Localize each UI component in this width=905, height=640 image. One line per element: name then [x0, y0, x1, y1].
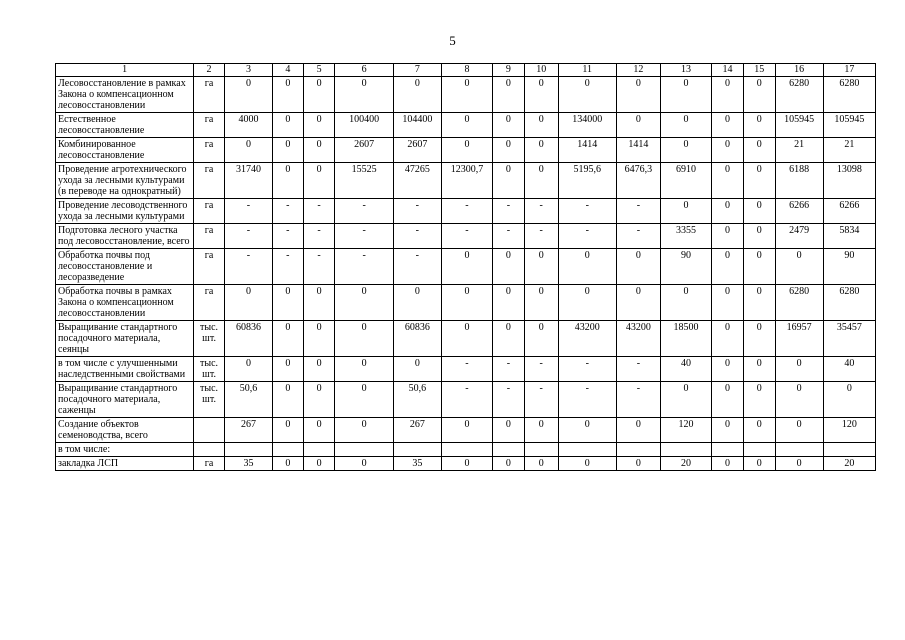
table-row [56, 199, 876, 224]
table-row [56, 321, 876, 357]
column-header-3: 3 [224, 64, 272, 77]
value-cell: - [524, 357, 558, 382]
value-cell: 50,6 [393, 382, 441, 418]
row-label: Выращивание стандартного посадочного материала, сеянцы [56, 321, 194, 357]
unit-cell: тыс. шт. [194, 321, 225, 357]
value-cell: 0 [273, 457, 304, 471]
unit-cell: га [194, 457, 225, 471]
value-cell: 4000 [224, 113, 272, 138]
value-cell [303, 443, 335, 457]
value-cell: 60836 [393, 321, 441, 357]
value-cell: - [441, 357, 492, 382]
row-label: Подготовка лесного участка под лесовосстановление, всего [56, 224, 194, 249]
value-cell: 0 [712, 77, 744, 113]
value-cell: 3355 [660, 224, 711, 249]
value-cell: 267 [224, 418, 272, 443]
value-cell: 43200 [616, 321, 660, 357]
value-cell: - [335, 249, 393, 285]
value-cell: 0 [441, 249, 492, 285]
column-header-5: 5 [303, 64, 335, 77]
value-cell: 0 [660, 113, 711, 138]
value-cell: 0 [441, 77, 492, 113]
value-cell: 31740 [224, 163, 272, 199]
value-cell: 0 [303, 357, 335, 382]
value-cell: 0 [712, 199, 744, 224]
value-cell: 0 [743, 224, 775, 249]
row-label: Проведение лесоводственного ухода за лесными культурами [56, 199, 194, 224]
value-cell: - [335, 199, 393, 224]
row-label: в том числе с улучшенными наследственными свойствами [56, 357, 194, 382]
value-cell: 120 [823, 418, 875, 443]
unit-cell: га [194, 249, 225, 285]
value-cell: 0 [616, 249, 660, 285]
value-cell: 0 [712, 163, 744, 199]
row-label: Обработка почвы в рамках Закона о компенсационном лесовосстановлении [56, 285, 194, 321]
value-cell: 0 [273, 285, 304, 321]
value-cell: - [303, 199, 335, 224]
value-cell [273, 443, 304, 457]
value-cell: 2479 [775, 224, 823, 249]
value-cell [712, 443, 744, 457]
value-cell: 6280 [823, 77, 875, 113]
value-cell: 6280 [775, 77, 823, 113]
column-header-6: 6 [335, 64, 393, 77]
column-header-15: 15 [743, 64, 775, 77]
value-cell: 0 [273, 138, 304, 163]
value-cell: 0 [303, 163, 335, 199]
value-cell: 20 [823, 457, 875, 471]
value-cell: 0 [524, 249, 558, 285]
value-cell: 0 [775, 357, 823, 382]
value-cell: 120 [660, 418, 711, 443]
value-cell: - [493, 224, 525, 249]
value-cell: 0 [712, 138, 744, 163]
value-cell: 0 [335, 285, 393, 321]
value-cell: 0 [660, 77, 711, 113]
value-cell: 0 [616, 77, 660, 113]
column-header-9: 9 [493, 64, 525, 77]
value-cell: 0 [303, 418, 335, 443]
value-cell: 0 [743, 285, 775, 321]
value-cell: - [493, 382, 525, 418]
value-cell: - [393, 199, 441, 224]
header-row [56, 64, 876, 77]
value-cell: 0 [775, 418, 823, 443]
value-cell: 0 [743, 418, 775, 443]
value-cell: 16957 [775, 321, 823, 357]
value-cell: 1414 [558, 138, 616, 163]
value-cell: 50,6 [224, 382, 272, 418]
value-cell: 0 [335, 77, 393, 113]
value-cell: 0 [303, 321, 335, 357]
value-cell [616, 443, 660, 457]
value-cell: 0 [524, 163, 558, 199]
value-cell: 35457 [823, 321, 875, 357]
value-cell: 40 [660, 357, 711, 382]
value-cell: 6188 [775, 163, 823, 199]
value-cell: 90 [660, 249, 711, 285]
column-header-4: 4 [273, 64, 304, 77]
row-label: закладка ЛСП [56, 457, 194, 471]
value-cell: 0 [303, 113, 335, 138]
unit-cell [194, 443, 225, 457]
column-header-1: 1 [56, 64, 194, 77]
value-cell: 0 [273, 357, 304, 382]
value-cell: 267 [393, 418, 441, 443]
value-cell: 0 [441, 321, 492, 357]
value-cell: 6476,3 [616, 163, 660, 199]
value-cell: 0 [524, 321, 558, 357]
value-cell: 0 [616, 113, 660, 138]
value-cell: 0 [743, 357, 775, 382]
table-row [56, 457, 876, 471]
value-cell: - [616, 382, 660, 418]
value-cell: 0 [493, 321, 525, 357]
value-cell: 0 [660, 199, 711, 224]
value-cell: - [558, 382, 616, 418]
value-cell: 0 [660, 138, 711, 163]
value-cell: 0 [393, 77, 441, 113]
table-row [56, 357, 876, 382]
value-cell: 90 [823, 249, 875, 285]
value-cell: 0 [393, 357, 441, 382]
value-cell: 6266 [775, 199, 823, 224]
value-cell [660, 443, 711, 457]
value-cell: 0 [441, 457, 492, 471]
value-cell: 0 [823, 382, 875, 418]
value-cell: 12300,7 [441, 163, 492, 199]
value-cell: - [224, 224, 272, 249]
value-cell: 5834 [823, 224, 875, 249]
unit-cell: га [194, 163, 225, 199]
value-cell: 0 [775, 382, 823, 418]
value-cell: - [303, 224, 335, 249]
value-cell: 15525 [335, 163, 393, 199]
value-cell: 0 [303, 77, 335, 113]
value-cell: 0 [712, 285, 744, 321]
value-cell: - [524, 199, 558, 224]
value-cell: 0 [335, 382, 393, 418]
value-cell: 0 [303, 138, 335, 163]
value-cell: 134000 [558, 113, 616, 138]
value-cell: 0 [493, 113, 525, 138]
value-cell: 0 [273, 321, 304, 357]
value-cell: 0 [335, 418, 393, 443]
value-cell: 0 [712, 321, 744, 357]
row-label: Лесовосстановление в рамках Закона о компенсационном лесовосстановлении [56, 77, 194, 113]
value-cell [743, 443, 775, 457]
value-cell: 0 [616, 285, 660, 321]
value-cell: 0 [441, 113, 492, 138]
row-label: Обработка почвы под лесовосстановление и лесоразведение [56, 249, 194, 285]
value-cell: 0 [660, 382, 711, 418]
value-cell: 0 [743, 249, 775, 285]
value-cell: - [273, 249, 304, 285]
value-cell: 0 [558, 285, 616, 321]
value-cell: 0 [712, 457, 744, 471]
value-cell: 0 [493, 138, 525, 163]
column-header-10: 10 [524, 64, 558, 77]
value-cell: 0 [524, 138, 558, 163]
value-cell: - [558, 199, 616, 224]
value-cell: 6280 [823, 285, 875, 321]
value-cell: 105945 [775, 113, 823, 138]
column-header-16: 16 [775, 64, 823, 77]
column-header-14: 14 [712, 64, 744, 77]
value-cell: 0 [224, 138, 272, 163]
value-cell [558, 443, 616, 457]
value-cell: - [524, 382, 558, 418]
value-cell: 0 [393, 285, 441, 321]
value-cell [224, 443, 272, 457]
value-cell: 0 [524, 418, 558, 443]
value-cell: 0 [335, 357, 393, 382]
value-cell: 0 [273, 77, 304, 113]
value-cell: 0 [524, 457, 558, 471]
value-cell: 104400 [393, 113, 441, 138]
value-cell: 0 [335, 321, 393, 357]
value-cell: 0 [743, 382, 775, 418]
value-cell: 0 [493, 163, 525, 199]
value-cell: - [224, 199, 272, 224]
table-body [56, 77, 876, 471]
value-cell: 105945 [823, 113, 875, 138]
value-cell: 6266 [823, 199, 875, 224]
value-cell: - [441, 382, 492, 418]
value-cell: 0 [743, 199, 775, 224]
row-label: Естественное лесовосстановление [56, 113, 194, 138]
value-cell: 5195,6 [558, 163, 616, 199]
column-header-11: 11 [558, 64, 616, 77]
unit-cell: га [194, 199, 225, 224]
value-cell: - [616, 357, 660, 382]
value-cell: 0 [273, 382, 304, 418]
value-cell: 0 [743, 77, 775, 113]
table-row [56, 249, 876, 285]
value-cell: 60836 [224, 321, 272, 357]
value-cell: 0 [743, 113, 775, 138]
value-cell: 0 [224, 285, 272, 321]
value-cell: 0 [493, 249, 525, 285]
value-cell: - [393, 224, 441, 249]
value-cell: - [616, 224, 660, 249]
value-cell: 0 [303, 285, 335, 321]
value-cell: 0 [743, 163, 775, 199]
value-cell: 0 [273, 113, 304, 138]
table-row [56, 77, 876, 113]
value-cell: 0 [524, 113, 558, 138]
row-label: Выращивание стандартного посадочного материала, саженцы [56, 382, 194, 418]
value-cell: - [493, 357, 525, 382]
value-cell: 0 [743, 321, 775, 357]
value-cell: 0 [224, 77, 272, 113]
value-cell: 6910 [660, 163, 711, 199]
value-cell: - [393, 249, 441, 285]
value-cell: - [558, 357, 616, 382]
value-cell: 0 [273, 418, 304, 443]
value-cell: 0 [743, 138, 775, 163]
value-cell: 35 [393, 457, 441, 471]
page-number: 5 [449, 33, 456, 48]
value-cell: 0 [558, 457, 616, 471]
value-cell: 0 [775, 457, 823, 471]
value-cell: - [335, 224, 393, 249]
table-row [56, 443, 876, 457]
row-label: Комбинированное лесовосстановление [56, 138, 194, 163]
value-cell: 6280 [775, 285, 823, 321]
data-table [55, 63, 876, 471]
column-header-12: 12 [616, 64, 660, 77]
table-row [56, 163, 876, 199]
table-row [56, 138, 876, 163]
value-cell: 0 [524, 285, 558, 321]
value-cell: - [273, 224, 304, 249]
value-cell: 21 [823, 138, 875, 163]
value-cell: 18500 [660, 321, 711, 357]
value-cell: 0 [616, 457, 660, 471]
value-cell: - [524, 224, 558, 249]
value-cell [775, 443, 823, 457]
column-header-17: 17 [823, 64, 875, 77]
value-cell: 0 [558, 77, 616, 113]
unit-cell: тыс. шт. [194, 357, 225, 382]
value-cell: 40 [823, 357, 875, 382]
value-cell: 0 [712, 418, 744, 443]
value-cell: 0 [660, 285, 711, 321]
value-cell: 0 [558, 418, 616, 443]
value-cell: 0 [493, 418, 525, 443]
value-cell: 43200 [558, 321, 616, 357]
table-row [56, 382, 876, 418]
value-cell: 0 [303, 457, 335, 471]
value-cell: 0 [524, 77, 558, 113]
unit-cell: га [194, 224, 225, 249]
value-cell: 47265 [393, 163, 441, 199]
value-cell: 0 [493, 77, 525, 113]
value-cell: 0 [335, 457, 393, 471]
value-cell: - [558, 224, 616, 249]
row-label: в том числе: [56, 443, 194, 457]
value-cell: 0 [224, 357, 272, 382]
row-label: Создание объектов семеноводства, всего [56, 418, 194, 443]
value-cell: - [303, 249, 335, 285]
value-cell: 13098 [823, 163, 875, 199]
value-cell [393, 443, 441, 457]
value-cell: - [493, 199, 525, 224]
value-cell: 0 [712, 249, 744, 285]
value-cell: 2607 [335, 138, 393, 163]
value-cell: 0 [493, 457, 525, 471]
value-cell: 0 [558, 249, 616, 285]
value-cell: 0 [712, 357, 744, 382]
value-cell: 0 [712, 113, 744, 138]
value-cell: 0 [441, 285, 492, 321]
unit-cell: га [194, 138, 225, 163]
value-cell: 0 [712, 224, 744, 249]
value-cell [823, 443, 875, 457]
value-cell: 0 [712, 382, 744, 418]
value-cell: - [441, 199, 492, 224]
value-cell: 20 [660, 457, 711, 471]
value-cell: 2607 [393, 138, 441, 163]
value-cell: - [224, 249, 272, 285]
value-cell: 0 [743, 457, 775, 471]
value-cell: 21 [775, 138, 823, 163]
value-cell: 0 [441, 418, 492, 443]
value-cell [441, 443, 492, 457]
table-row [56, 285, 876, 321]
value-cell: 0 [273, 163, 304, 199]
value-cell: 0 [775, 249, 823, 285]
value-cell: 1414 [616, 138, 660, 163]
unit-cell [194, 418, 225, 443]
unit-cell: га [194, 77, 225, 113]
value-cell: - [441, 224, 492, 249]
value-cell: - [273, 199, 304, 224]
value-cell: 0 [441, 138, 492, 163]
table-row [56, 224, 876, 249]
table-row [56, 113, 876, 138]
value-cell [493, 443, 525, 457]
row-label: Проведение агротехнического ухода за лесными культурами (в переводе на однократный) [56, 163, 194, 199]
column-header-13: 13 [660, 64, 711, 77]
value-cell: 35 [224, 457, 272, 471]
table-row [56, 418, 876, 443]
value-cell: 0 [303, 382, 335, 418]
unit-cell: тыс. шт. [194, 382, 225, 418]
value-cell [335, 443, 393, 457]
unit-cell: га [194, 285, 225, 321]
column-header-2: 2 [194, 64, 225, 77]
value-cell: 0 [493, 285, 525, 321]
column-header-8: 8 [441, 64, 492, 77]
unit-cell: га [194, 113, 225, 138]
value-cell [524, 443, 558, 457]
column-header-7: 7 [393, 64, 441, 77]
value-cell: 0 [616, 418, 660, 443]
value-cell: - [616, 199, 660, 224]
value-cell: 100400 [335, 113, 393, 138]
